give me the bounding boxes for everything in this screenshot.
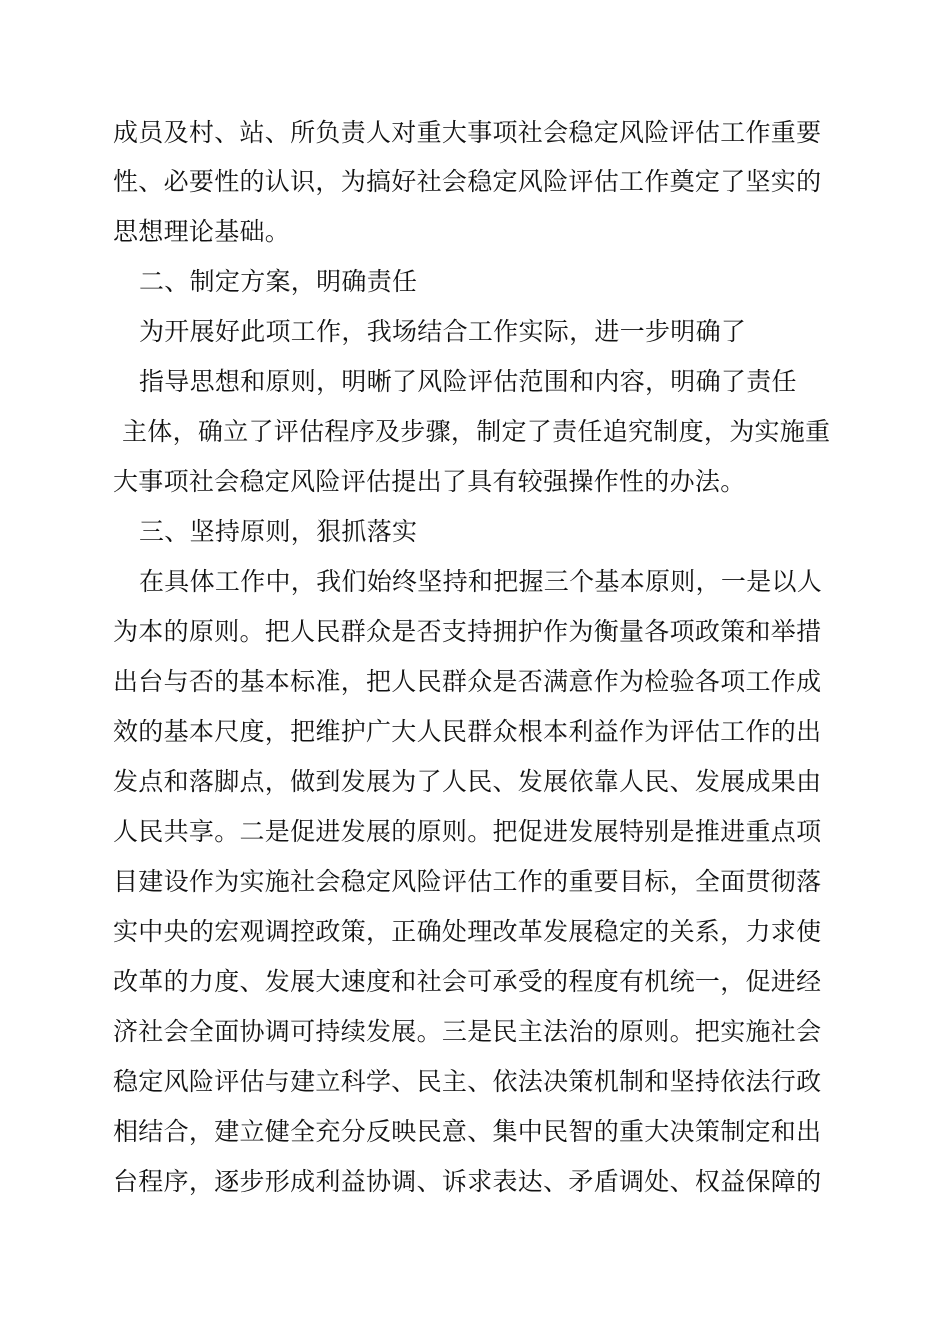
body-text-line: 济社会全面协调可持续发展。三是民主法治的原则。把实施社会 <box>113 1017 822 1046</box>
body-text-line: 效的基本尺度，把维护广大人民群众根本利益作为评估工作的出 <box>113 717 822 746</box>
body-text-line: 为开展好此项工作，我场结合工作实际，进一步明确了 <box>139 317 747 346</box>
body-text-line: 改革的力度、发展大速度和社会可承受的程度有机统一，促进经 <box>113 967 822 996</box>
body-text-line: 稳定风险评估与建立科学、民主、依法决策机制和坚持依法行政 <box>113 1067 822 1096</box>
body-text-line: 性、必要性的认识，为搞好社会稳定风险评估工作奠定了坚实的 <box>113 167 822 196</box>
body-text-line: 思想理论基础。 <box>113 217 291 246</box>
body-text-line: 台程序，逐步形成利益协调、诉求表达、矛盾调处、权益保障的 <box>113 1167 822 1196</box>
body-text-line: 实中央的宏观调控政策，正确处理改革发展稳定的关系，力求使 <box>113 917 822 946</box>
body-text-line: 主体，确立了评估程序及步骤，制定了责任追究制度，为实施重 <box>122 417 831 446</box>
body-text-line: 指导思想和原则，明晰了风险评估范围和内容，明确了责任 <box>139 367 797 396</box>
body-text-line: 成员及村、站、所负责人对重大事项社会稳定风险评估工作重要 <box>113 118 822 147</box>
body-text-line: 目建设作为实施社会稳定风险评估工作的重要目标，全面贯彻落 <box>113 867 822 896</box>
body-text-line: 发点和落脚点，做到发展为了人民、发展依靠人民、发展成果由 <box>113 767 822 796</box>
body-text-line: 人民共享。二是促进发展的原则。把促进发展特别是推进重点项 <box>113 817 822 846</box>
body-text-line: 相结合，建立健全充分反映民意、集中民智的重大决策制定和出 <box>113 1117 822 1146</box>
body-text-line: 大事项社会稳定风险评估提出了具有较强操作性的办法。 <box>113 467 746 496</box>
section-heading: 三、坚持原则，狠抓落实 <box>139 517 418 546</box>
body-text-line: 在具体工作中，我们始终坚持和把握三个基本原则，一是以人 <box>139 567 823 596</box>
body-text-line: 为本的原则。把人民群众是否支持拥护作为衡量各项政策和举措 <box>113 617 822 646</box>
body-text-line: 出台与否的基本标准，把人民群众是否满意作为检验各项工作成 <box>113 667 822 696</box>
section-heading: 二、制定方案，明确责任 <box>139 267 418 296</box>
